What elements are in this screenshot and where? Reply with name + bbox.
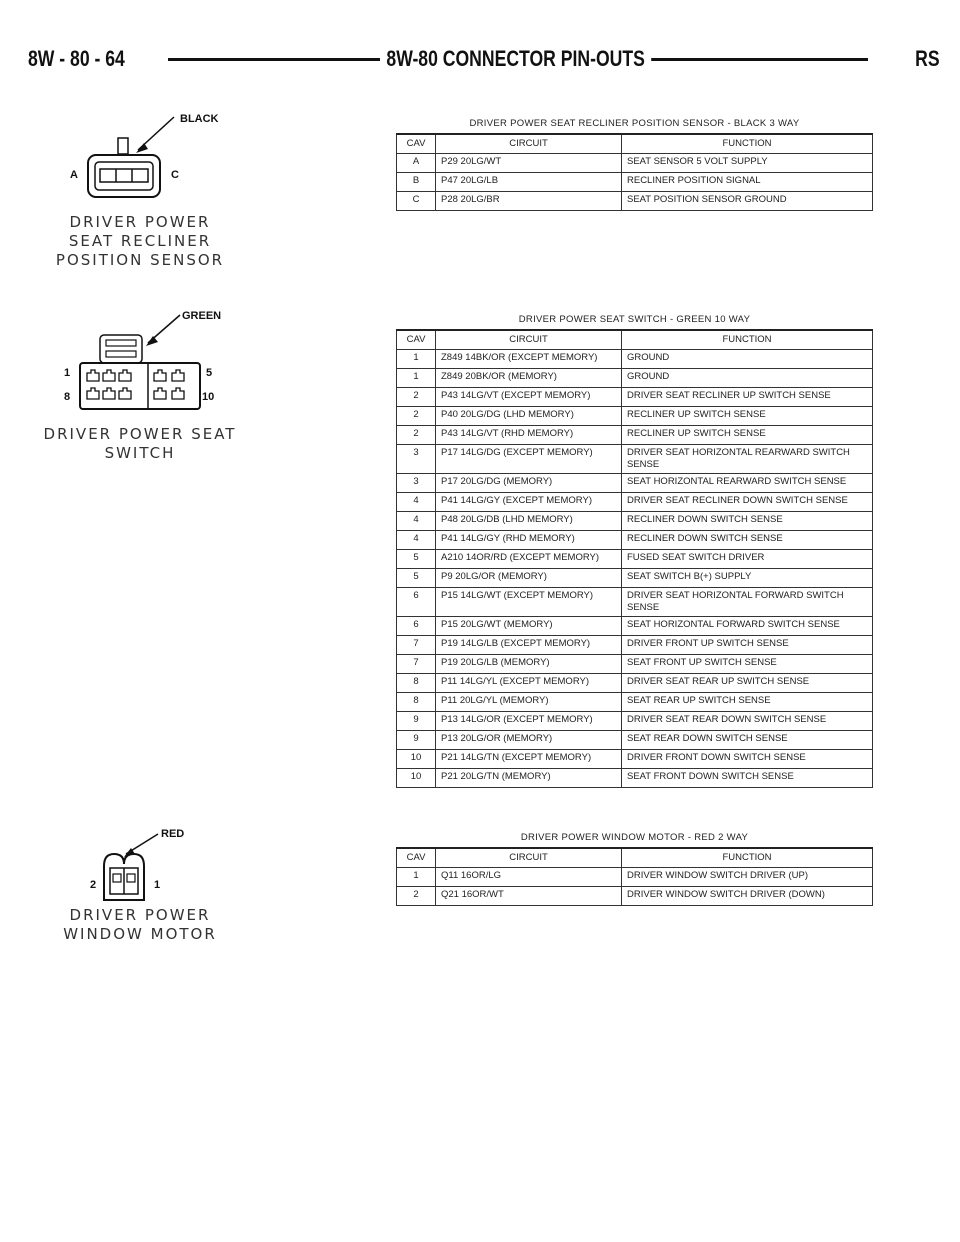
page-number: 8W - 80 - 64 <box>28 44 131 74</box>
table-row <box>397 617 873 636</box>
color-label-black: BLACK <box>180 113 219 125</box>
cell-function: DRIVER SEAT REAR UP SWITCH SENSE <box>622 674 873 693</box>
pinout-table <box>396 133 873 211</box>
seat-switch-connector-icon <box>30 305 250 420</box>
pin-label-5: 5 <box>206 367 213 379</box>
cell-function: SEAT FRONT UP SWITCH SENSE <box>622 655 873 674</box>
pin-label-10: 10 <box>202 391 215 403</box>
table-header-row <box>397 330 873 350</box>
cell-cav: 6 <box>397 588 436 617</box>
cell-function: DRIVER SEAT RECLINER UP SWITCH SENSE <box>622 388 873 407</box>
table-header-row <box>397 134 873 154</box>
cell-cav: 2 <box>397 407 436 426</box>
cell-cav: 1 <box>397 350 436 369</box>
table-row <box>397 750 873 769</box>
table-row <box>397 474 873 493</box>
cell-circuit: Q21 16OR/WT <box>436 887 622 906</box>
window-motor-caption: DRIVER POWER WINDOW MOTOR <box>63 906 217 943</box>
table-row <box>397 769 873 788</box>
color-label-green: GREEN <box>182 310 222 322</box>
pinout-table <box>396 329 873 788</box>
table-row <box>397 655 873 674</box>
cell-cav: 1 <box>397 369 436 388</box>
table-title: DRIVER POWER SEAT SWITCH - GREEN 10 WAY <box>518 314 751 325</box>
pinout-table <box>396 847 873 906</box>
col-header-cav: CAV <box>397 134 436 154</box>
window-motor-illustration <box>40 826 240 946</box>
col-header-circuit: CIRCUIT <box>436 330 622 350</box>
cell-circuit: P13 14LG/OR (EXCEPT MEMORY) <box>436 712 622 731</box>
cell-function: RECLINER DOWN SWITCH SENSE <box>622 531 873 550</box>
cell-circuit: Z849 14BK/OR (EXCEPT MEMORY) <box>436 350 622 369</box>
table-header-row <box>397 848 873 868</box>
cell-cav: 2 <box>397 388 436 407</box>
cell-cav: 5 <box>397 550 436 569</box>
cell-function: SEAT HORIZONTAL REARWARD SWITCH SENSE <box>622 474 873 493</box>
cell-circuit: Q11 16OR/LG <box>436 868 622 887</box>
recliner-sensor-table-block <box>396 117 873 211</box>
window-motor-table-block <box>396 831 873 906</box>
cell-function: DRIVER WINDOW SWITCH DRIVER (DOWN) <box>622 887 873 906</box>
cell-cav: C <box>397 192 436 211</box>
cell-cav: 8 <box>397 674 436 693</box>
cell-cav: 10 <box>397 769 436 788</box>
col-header-function: FUNCTION <box>622 330 873 350</box>
cell-cav: 9 <box>397 712 436 731</box>
col-header-function: FUNCTION <box>622 134 873 154</box>
table-row <box>397 445 873 474</box>
cell-circuit: P21 20LG/TN (MEMORY) <box>436 769 622 788</box>
cell-cav: 4 <box>397 531 436 550</box>
table-title: DRIVER POWER WINDOW MOTOR - RED 2 WAY <box>520 832 749 843</box>
cell-circuit: A210 14OR/RD (EXCEPT MEMORY) <box>436 550 622 569</box>
cell-circuit: P41 14LG/GY (RHD MEMORY) <box>436 531 622 550</box>
cell-circuit: P21 14LG/TN (EXCEPT MEMORY) <box>436 750 622 769</box>
cell-function: SEAT REAR UP SWITCH SENSE <box>622 693 873 712</box>
cell-circuit: P17 20LG/DG (MEMORY) <box>436 474 622 493</box>
col-header-function: FUNCTION <box>622 848 873 868</box>
table-row <box>397 674 873 693</box>
col-header-circuit: CIRCUIT <box>436 848 622 868</box>
cell-circuit: P9 20LG/OR (MEMORY) <box>436 569 622 588</box>
cell-function: GROUND <box>622 369 873 388</box>
cell-circuit: P41 14LG/GY (EXCEPT MEMORY) <box>436 493 622 512</box>
pin-label-2: 2 <box>90 879 97 891</box>
cell-cav: 6 <box>397 617 436 636</box>
table-row <box>397 154 873 173</box>
cell-function: SEAT SENSOR 5 VOLT SUPPLY <box>622 154 873 173</box>
table-row <box>397 493 873 512</box>
table-row <box>397 173 873 192</box>
cell-function: SEAT SWITCH B(+) SUPPLY <box>622 569 873 588</box>
cell-cav: 5 <box>397 569 436 588</box>
table-row <box>397 426 873 445</box>
table-title: DRIVER POWER SEAT RECLINER POSITION SENSOR - BLACK 3 WAY <box>469 118 800 129</box>
table-row <box>397 569 873 588</box>
cell-circuit: P15 20LG/WT (MEMORY) <box>436 617 622 636</box>
cell-circuit: P19 14LG/LB (EXCEPT MEMORY) <box>436 636 622 655</box>
cell-circuit: P13 20LG/OR (MEMORY) <box>436 731 622 750</box>
cell-circuit: P47 20LG/LB <box>436 173 622 192</box>
table-row <box>397 887 873 906</box>
cell-cav: 8 <box>397 693 436 712</box>
cell-function: DRIVER SEAT HORIZONTAL FORWARD SWITCH SENSE <box>622 588 873 617</box>
table-row <box>397 388 873 407</box>
header-rule-right <box>643 58 868 61</box>
pin-label-a: A <box>70 169 78 181</box>
window-motor-connector-icon <box>40 826 240 906</box>
seat-switch-table-block <box>396 313 873 788</box>
cell-cav: B <box>397 173 436 192</box>
cell-function: SEAT FRONT DOWN SWITCH SENSE <box>622 769 873 788</box>
cell-circuit: P43 14LG/VT (RHD MEMORY) <box>436 426 622 445</box>
pin-label-1: 1 <box>154 879 161 891</box>
cell-cav: 3 <box>397 445 436 474</box>
col-header-cav: CAV <box>397 848 436 868</box>
table-row <box>397 636 873 655</box>
color-label-red: RED <box>161 828 185 840</box>
cell-circuit: P17 14LG/DG (EXCEPT MEMORY) <box>436 445 622 474</box>
cell-function: SEAT POSITION SENSOR GROUND <box>622 192 873 211</box>
cell-cav: 4 <box>397 493 436 512</box>
cell-function: RECLINER UP SWITCH SENSE <box>622 407 873 426</box>
cell-circuit: P11 20LG/YL (MEMORY) <box>436 693 622 712</box>
cell-circuit: P28 20LG/BR <box>436 192 622 211</box>
cell-function: SEAT HORIZONTAL FORWARD SWITCH SENSE <box>622 617 873 636</box>
recliner-sensor-illustration <box>40 105 240 275</box>
table-row <box>397 531 873 550</box>
cell-function: DRIVER WINDOW SWITCH DRIVER (UP) <box>622 868 873 887</box>
cell-cav: 4 <box>397 512 436 531</box>
cell-cav: 2 <box>397 426 436 445</box>
cell-function: RECLINER POSITION SIGNAL <box>622 173 873 192</box>
section-title: 8W-80 CONNECTOR PIN-OUTS <box>380 44 651 74</box>
table-row <box>397 407 873 426</box>
table-row <box>397 350 873 369</box>
cell-circuit: Z849 20BK/OR (MEMORY) <box>436 369 622 388</box>
table-row <box>397 369 873 388</box>
cell-cav: 10 <box>397 750 436 769</box>
pin-label-8: 8 <box>64 391 71 403</box>
cell-function: DRIVER FRONT UP SWITCH SENSE <box>622 636 873 655</box>
pin-label-1: 1 <box>64 367 71 379</box>
table-row <box>397 712 873 731</box>
cell-circuit: P48 20LG/DB (LHD MEMORY) <box>436 512 622 531</box>
table-row <box>397 693 873 712</box>
model-code: RS <box>909 44 940 74</box>
cell-function: DRIVER SEAT RECLINER DOWN SWITCH SENSE <box>622 493 873 512</box>
cell-cav: 7 <box>397 636 436 655</box>
cell-function: DRIVER SEAT REAR DOWN SWITCH SENSE <box>622 712 873 731</box>
col-header-circuit: CIRCUIT <box>436 134 622 154</box>
cell-function: SEAT REAR DOWN SWITCH SENSE <box>622 731 873 750</box>
cell-function: RECLINER DOWN SWITCH SENSE <box>622 512 873 531</box>
seat-switch-illustration <box>30 305 250 465</box>
table-row <box>397 731 873 750</box>
pin-label-c: C <box>171 169 179 181</box>
cell-cav: 2 <box>397 887 436 906</box>
cell-circuit: P29 20LG/WT <box>436 154 622 173</box>
table-row <box>397 550 873 569</box>
page-header <box>28 44 940 74</box>
cell-cav: 7 <box>397 655 436 674</box>
cell-cav: 3 <box>397 474 436 493</box>
table-row <box>397 192 873 211</box>
table-row <box>397 588 873 617</box>
table-row <box>397 868 873 887</box>
cell-circuit: P40 20LG/DG (LHD MEMORY) <box>436 407 622 426</box>
col-header-cav: CAV <box>397 330 436 350</box>
cell-function: FUSED SEAT SWITCH DRIVER <box>622 550 873 569</box>
header-rule-left <box>168 58 398 61</box>
cell-cav: 9 <box>397 731 436 750</box>
seat-switch-caption: DRIVER POWER SEAT SWITCH <box>43 425 237 462</box>
cell-function: GROUND <box>622 350 873 369</box>
cell-circuit: P19 20LG/LB (MEMORY) <box>436 655 622 674</box>
recliner-sensor-caption: DRIVER POWER SEAT RECLINER POSITION SENSOR <box>55 213 225 269</box>
cell-circuit: P15 14LG/WT (EXCEPT MEMORY) <box>436 588 622 617</box>
cell-function: RECLINER UP SWITCH SENSE <box>622 426 873 445</box>
cell-function: DRIVER SEAT HORIZONTAL REARWARD SWITCH SENSE <box>622 445 873 474</box>
cell-cav: 1 <box>397 868 436 887</box>
table-row <box>397 512 873 531</box>
cell-cav: A <box>397 154 436 173</box>
cell-circuit: P43 14LG/VT (EXCEPT MEMORY) <box>436 388 622 407</box>
cell-function: DRIVER FRONT DOWN SWITCH SENSE <box>622 750 873 769</box>
cell-circuit: P11 14LG/YL (EXCEPT MEMORY) <box>436 674 622 693</box>
